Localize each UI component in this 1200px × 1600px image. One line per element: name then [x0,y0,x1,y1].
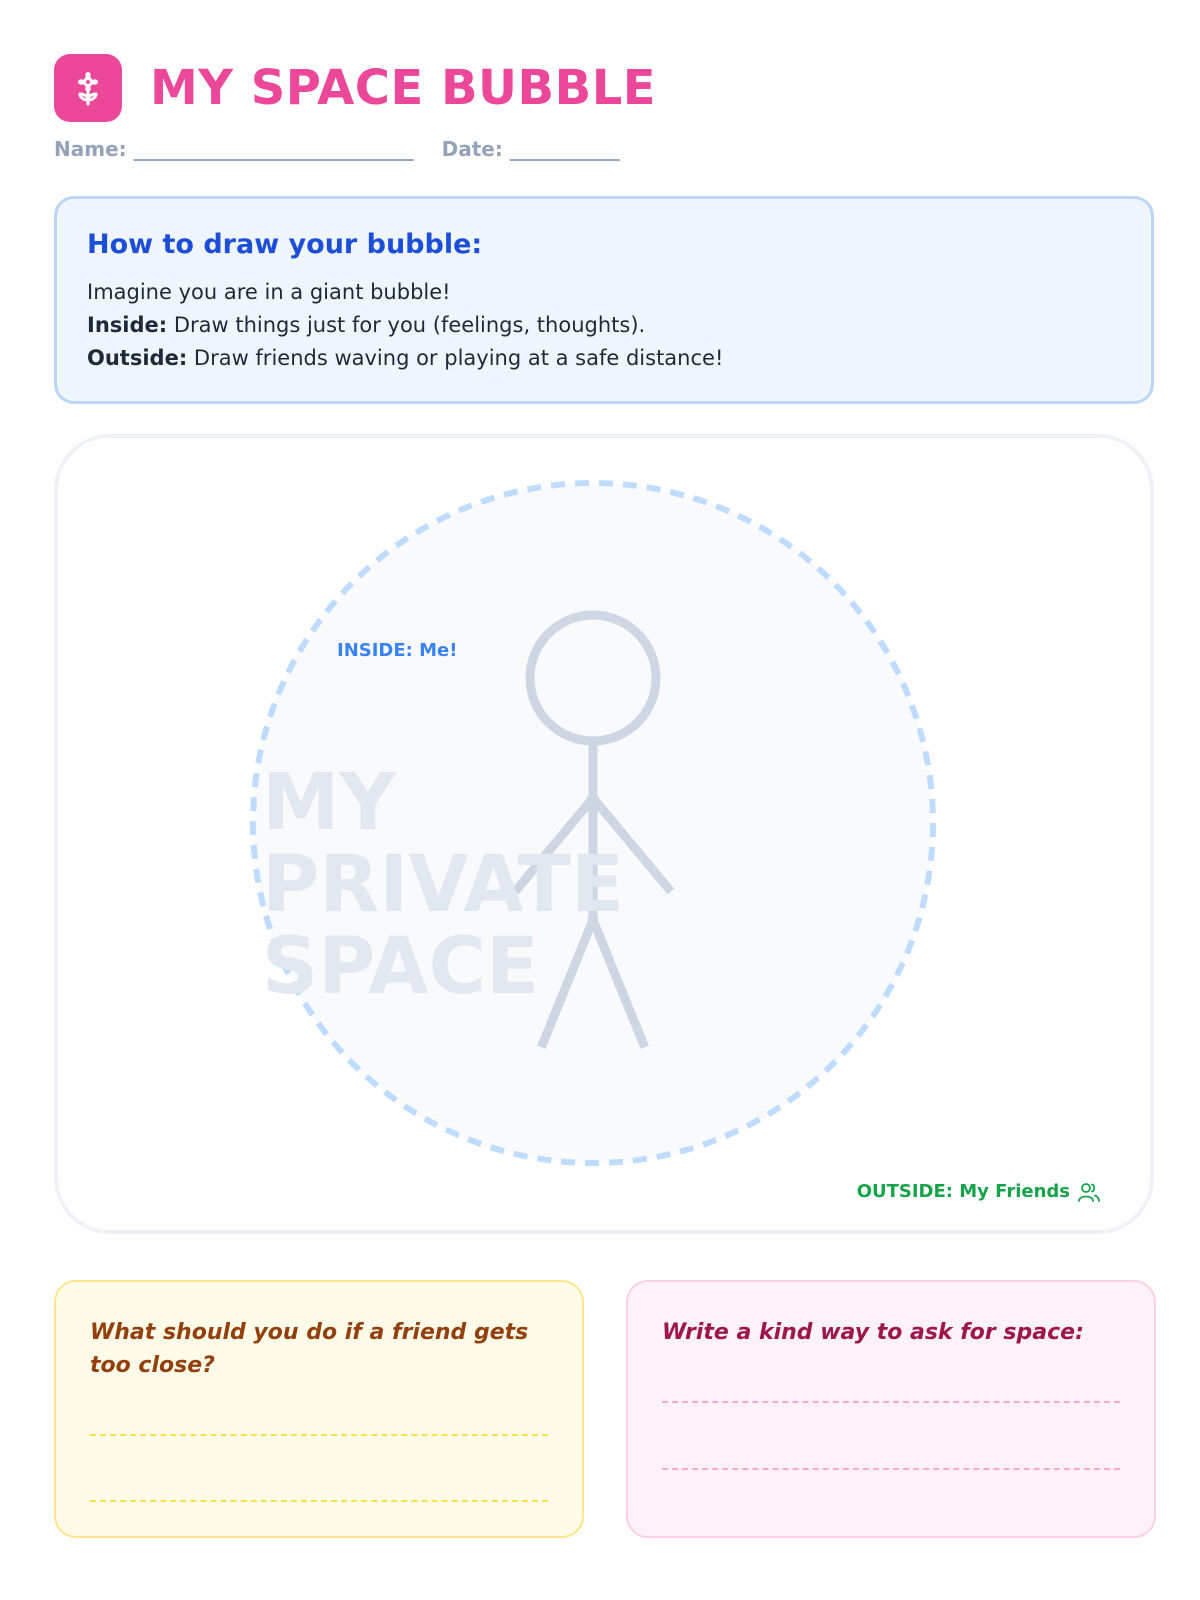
inside-description: Draw things just for you (feelings, thoughts). [167,313,646,337]
name-date-row [54,137,620,161]
date-field[interactable]: Date: ___________ [441,137,620,161]
answer-line[interactable] [662,1401,1120,1403]
instructions-box [54,196,1154,404]
question-friend-too-close: What should you do if a friend gets too close? [90,1320,529,1378]
name-field[interactable]: Name: ____________________________ [54,137,414,161]
inside-term: Inside: [87,313,168,337]
outside-description: Draw friends waving or playing at a safe distance! [187,346,724,370]
instructions-line-inside [87,309,1121,342]
worksheet-header [54,54,656,122]
private-space-watermark: MY PRIVATE SPACE [262,758,625,1012]
answer-line[interactable] [90,1500,548,1502]
drawing-area[interactable] [54,434,1154,1234]
outside-term: Outside: [87,346,188,370]
users-icon [1078,1182,1100,1202]
instructions-heading: How to draw your bubble: [87,229,483,260]
outside-label-text: OUTSIDE: My Friends [856,1181,1070,1202]
instructions-line-outside [87,342,1121,375]
question-box-ask-for-space [626,1280,1156,1538]
answer-line[interactable] [90,1434,548,1436]
outside-label [857,1181,1100,1202]
inside-label: INSIDE: Me! [337,640,458,661]
question-ask-for-space: Write a kind way to ask for space: [662,1320,1084,1345]
flower-icon [54,54,122,122]
instructions-line-1: Imagine you are in a giant bubble! [87,280,451,304]
page-title: MY SPACE BUBBLE [150,60,657,116]
question-box-friend-too-close [54,1280,584,1538]
answer-line[interactable] [662,1468,1120,1470]
